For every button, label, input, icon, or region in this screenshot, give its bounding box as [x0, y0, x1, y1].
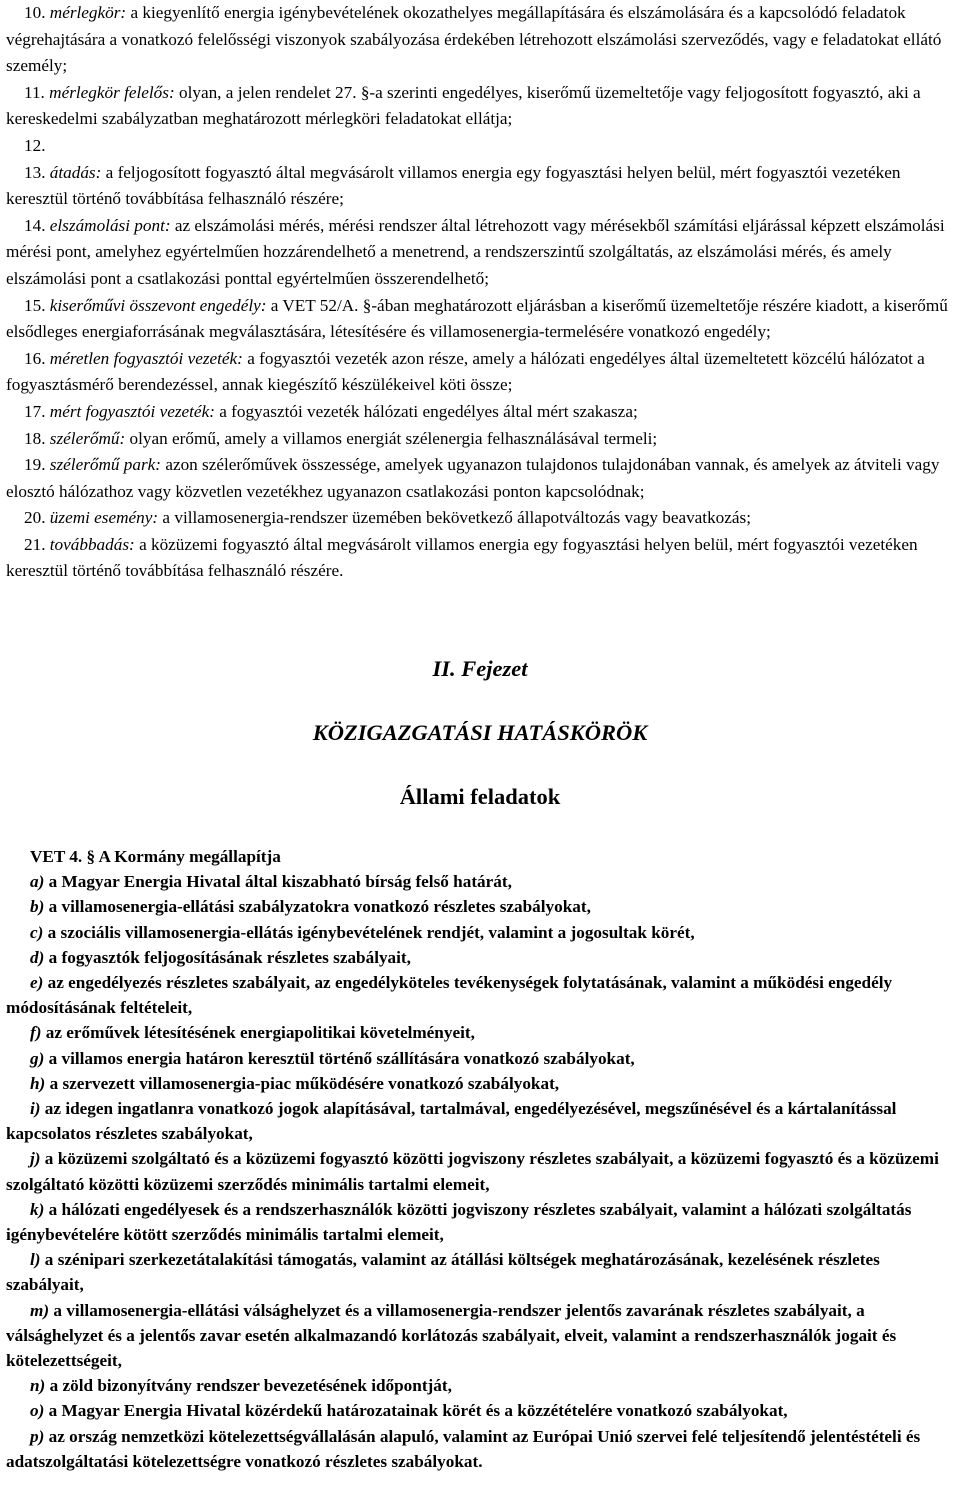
definition-text: a fogyasztói vezeték azon része, amely a hálózati engedélyes által üzemeltetett közcélú hálózatot a fogyasztásmérő berendezéssel, annak kiegészítő készülékeivel köti össze;	[6, 348, 925, 395]
definition-number: 20.	[24, 508, 46, 528]
definition-text: olyan, a jelen rendelet 27. §-a szerinti engedélyes, kiserőmű üzemeltetője vagy feljogosított fogyasztó, aki a kereskedelmi szabályzatban meghatározott mérlegköri feladatokat ellátja;	[6, 82, 921, 129]
definition-text: a villamosenergia-rendszer üzemében bekövetkező állapotváltozás vagy beavatkozás;	[158, 508, 751, 528]
definition-term: továbbadás:	[49, 534, 135, 554]
vet-item-label: d)	[30, 947, 45, 967]
vet-item-text: a szénipari szerkezetátalakítási támogatás, valamint az átállási költségek meghatározásának, kezelésének részletes szabályait,	[6, 1250, 880, 1295]
definition-number: 18.	[24, 428, 46, 448]
definition-number: 16.	[24, 348, 46, 368]
vet-item	[6, 945, 954, 970]
vet-item-text: a villamosenergia-ellátási szabályzatokra vonatkozó részletes szabályokat,	[44, 897, 591, 917]
vet-item-text: a zöld bizonyítvány rendszer bevezetésének időpontját,	[45, 1376, 452, 1396]
vet-item-label: k)	[30, 1199, 45, 1219]
vet-item-text: a szociális villamosenergia-ellátás igénybevételének rendjét, valamint a jogosultak körét,	[43, 922, 695, 942]
vet-item-label: b)	[30, 897, 45, 917]
vet-item-label: c)	[30, 922, 44, 942]
vet-item-text: az engedélyezés részletes szabályait, az engedélyköteles tevékenységek folytatásának, valamint a működési engedély módosításának feltételeit,	[6, 973, 893, 1018]
definition-item	[6, 505, 954, 532]
definition-term: elszámolási pont:	[49, 215, 171, 235]
definition-item	[6, 0, 954, 80]
definition-number: 10.	[24, 3, 46, 22]
definition-item	[6, 293, 954, 346]
vet-item	[6, 920, 954, 945]
definition-text: az elszámolási mérés, mérési rendszer által létrehozott vagy mérésekből számítási eljárással képzett elszámolási mérési pont, amelyhez egyértelműen hozzárendelhető a menetrend, a rendszerszintű szolgáltatás, az elszámolási mérés, és amely elszámolási pont a csatlakozási ponttal egyértelműen összerendelhető;	[6, 215, 945, 288]
definition-number: 11.	[24, 82, 45, 102]
vet-item	[6, 894, 954, 919]
chapter-number: II. Fejezet	[432, 656, 528, 681]
definition-term: kiserőművi összevont engedély:	[49, 295, 267, 315]
vet-item	[6, 1373, 954, 1398]
definition-item	[6, 346, 954, 399]
vet-item	[6, 1096, 954, 1146]
definition-number: 21.	[24, 534, 46, 554]
vet-item-text: a közüzemi szolgáltató és a közüzemi fogyasztó közötti jogviszony részletes szabályait, a közüzemi fogyasztó és a közüzemi szolgáltató közötti közüzemi szerződés minimális tartalmi elemeit,	[6, 1149, 939, 1194]
definition-term: szélerőmű park:	[49, 455, 162, 475]
vet-item	[6, 970, 954, 1020]
vet-item-label: e)	[30, 973, 44, 993]
vet-item	[6, 1020, 954, 1045]
vet-item-label: p)	[30, 1426, 45, 1446]
vet-item-text: a villamosenergia-ellátási válsághelyzet és a villamosenergia-rendszer jelentős zavarának részletes szabályait, a válsághelyzet és a jelentős zavar esetén alkalmazandó korlátozás szabályait, elveit, valamint a rendszerhasználók jogait és kötelezettségeit,	[6, 1300, 897, 1371]
definition-item	[6, 160, 954, 213]
definition-item	[6, 452, 954, 505]
vet-item-label: l)	[30, 1250, 41, 1270]
definition-text: a közüzemi fogyasztó által megvásárolt villamos energia egy fogyasztási helyen belül, mért fogyasztói vezetéken keresztül történő továbbítása felhasználó részére.	[6, 534, 918, 581]
vet-item	[6, 1071, 954, 1096]
definition-term: mérlegkör:	[49, 3, 127, 22]
chapter-title: KÖZIGAZGATÁSI HATÁSKÖRÖK	[312, 720, 648, 745]
vet-item-label: n)	[30, 1376, 46, 1396]
definition-item	[6, 426, 954, 453]
definition-number: 19.	[24, 455, 46, 475]
vet-item-label: f)	[30, 1023, 42, 1043]
vet-item-label: a)	[30, 872, 45, 892]
definition-number: 15.	[24, 295, 46, 315]
vet-item-text: az erőművek létesítésének energiapolitikai követelményeit,	[41, 1023, 475, 1043]
vet-item-label: o)	[30, 1401, 45, 1421]
vet-heading: VET 4. § A Kormány megállapítja	[30, 847, 281, 866]
definition-text: a fogyasztói vezeték hálózati engedélyes által mért szakasza;	[214, 401, 638, 421]
definition-term: átadás:	[49, 162, 102, 182]
definition-term: mért fogyasztói vezeték:	[49, 401, 215, 421]
section-title: Állami feladatok	[399, 784, 561, 809]
vet-item	[6, 1197, 954, 1247]
definition-number: 12.	[24, 135, 46, 155]
vet-item	[6, 869, 954, 894]
vet-item-text: a szervezett villamosenergia-piac működésére vonatkozó szabályokat,	[45, 1073, 560, 1093]
definitions-list	[6, 0, 954, 585]
definition-term: üzemi esemény:	[49, 508, 159, 528]
definition-text: a feljogosított fogyasztó által megvásárolt villamos energia egy fogyasztási helyen belül, mért fogyasztói vezetéken keresztül történő továbbítása felhasználó részére;	[6, 162, 901, 209]
definition-item	[6, 399, 954, 426]
definition-item	[6, 80, 954, 133]
vet-item-label: h)	[30, 1073, 46, 1093]
vet-item-text: az ország nemzetközi kötelezettségvállalásán alapuló, valamint az Európai Unió szervei felé teljesítendő jelentéstételi és adatszolgáltatási kötelezettségre vonatkozó részletes szabályokat.	[6, 1426, 921, 1471]
definition-text: a VET 52/A. §-ában meghatározott eljárásban a kiserőmű üzemeltetője részére kiadott, a kiserőmű elsődleges energiaforrásának megválasztására, létesítésére és villamosenergia-termelésére vonatkozó engedély;	[6, 295, 948, 342]
definition-number: 17.	[24, 401, 46, 421]
definition-number: 14.	[24, 215, 46, 235]
vet-section	[6, 844, 954, 1474]
vet-item-text: a Magyar Energia Hivatal által kiszabható bírság felső határát,	[44, 872, 512, 892]
vet-item-label: m)	[30, 1300, 50, 1320]
vet-item	[6, 1298, 954, 1374]
definition-item	[6, 133, 954, 160]
vet-item	[6, 1247, 954, 1297]
definition-text: olyan erőmű, amely a villamos energiát szélenergia felhasználásával termeli;	[125, 428, 658, 448]
vet-items-list	[6, 869, 954, 1474]
vet-item-text: a villamos energia határon keresztül történő szállítására vonatkozó szabályokat,	[44, 1048, 635, 1068]
definition-item	[6, 532, 954, 585]
vet-item-text: a hálózati engedélyesek és a rendszerhasználók közötti jogviszony részletes szabályait, valamint a hálózati szolgáltatás igénybevételére kötött szerződés minimális tartalmi elemeit,	[6, 1199, 912, 1245]
definition-term: mérlegkör felelős:	[49, 82, 175, 102]
definition-text: a kiegyenlítő energia igénybevételének okozathelyes megállapítására és elszámolására és a kapcsolódó feladatok végrehajtására a vonatkozó felelősségi viszonyok szabályozása érdekében létrehozott elszámolási szerveződés, vagy e feladatokat ellátó személy;	[6, 3, 942, 76]
definition-term: szélerőmű:	[49, 428, 126, 448]
vet-item	[6, 1424, 954, 1474]
vet-item	[6, 1398, 954, 1423]
vet-item	[6, 1046, 954, 1071]
vet-item-text: a Magyar Energia Hivatal közérdekű határozatainak körét és a közzétételére vonatkozó szabályokat,	[44, 1401, 788, 1421]
definition-text: azon szélerőművek összessége, amelyek ugyanazon tulajdonos tulajdonában vannak, és amelyek az átviteli vagy elosztó hálózathoz vagy közvetlen vezetékhez ugyanazon csatlakozási ponton kapcsolódnak;	[6, 455, 940, 501]
vet-item-text: az idegen ingatlanra vonatkozó jogok alapításával, tartalmával, engedélyezésével, megszűnésével és a kártalanítással kapcsolatos részletes szabályokat,	[6, 1099, 897, 1144]
vet-item-label: i)	[30, 1099, 41, 1119]
vet-item-label: g)	[30, 1048, 45, 1068]
vet-item-text: a fogyasztók feljogosításának részletes szabályait,	[44, 947, 411, 967]
vet-item	[6, 1146, 954, 1196]
definition-item	[6, 213, 954, 293]
definition-number: 13.	[24, 162, 46, 182]
vet-item-label: j)	[30, 1149, 41, 1169]
definition-term: méretlen fogyasztói vezeték:	[49, 348, 243, 368]
